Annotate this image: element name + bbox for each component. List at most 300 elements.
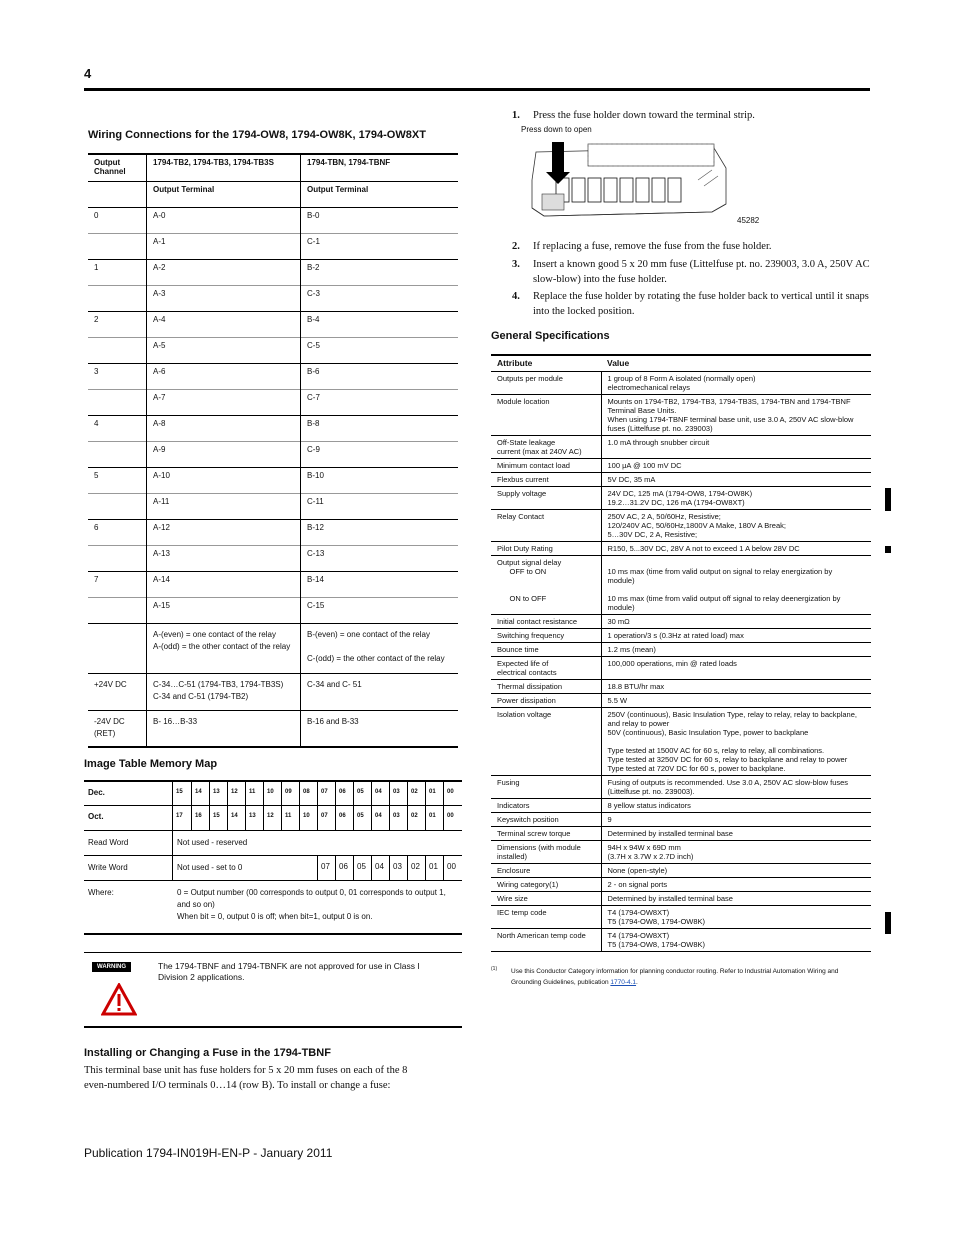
spec-value-line: (Littelfuse pt. no. 239003). xyxy=(607,787,695,796)
table-row xyxy=(88,673,458,710)
note-cell xyxy=(301,710,459,747)
spec-attribute xyxy=(491,487,601,510)
spec-value-line: 19.2…31.2V DC, 126 mA (1794-OW8XT) xyxy=(607,498,745,507)
table-row xyxy=(88,337,458,363)
spec-attribute-line: current (max at 240V AC) xyxy=(497,447,582,456)
warning-bottom-rule xyxy=(84,1026,462,1028)
note-line: B- 16…B-33 xyxy=(153,716,198,726)
warning-top-rule xyxy=(84,952,462,953)
note-cell xyxy=(301,673,459,710)
spec-attribute-line: OFF to ON xyxy=(497,567,547,576)
spec-attribute xyxy=(491,841,601,864)
terminal-cell: A-10 xyxy=(147,467,301,493)
spec-value-line: (3.7H x 3.7W x 2.7D inch) xyxy=(607,852,694,861)
spec-value xyxy=(601,542,871,556)
where-row xyxy=(84,880,462,935)
spec-row xyxy=(491,680,871,694)
spec-value xyxy=(601,615,871,629)
spec-value xyxy=(601,372,871,395)
note-cell xyxy=(147,673,301,710)
footnote xyxy=(491,966,871,988)
spec-value-line: fuses (Littelfuse pt. no. 239003) xyxy=(607,424,713,433)
spec-attribute-line: Switching frequency xyxy=(497,631,565,640)
spec-value-line: Terminal Base Units. xyxy=(607,406,677,415)
spec-attribute xyxy=(491,473,601,487)
spec-value-line: Fusing of outputs is recommended. Use 3.0 A, 250V AC slow-blow fuses xyxy=(607,778,849,787)
footnote-line1: Use this Conductor Category information for planning conductor routing. Refer to Industrial Automation Wiring and xyxy=(511,968,839,975)
step-text: Replace the fuse holder by rotating the fuse holder back to vertical until it snaps into the locked position. xyxy=(533,291,869,317)
channel-cell: 5 xyxy=(88,467,147,493)
channel-cell: 0 xyxy=(88,207,147,233)
terminal-cell: A-1 xyxy=(147,233,301,259)
spec-row xyxy=(491,436,871,459)
spec-row xyxy=(491,510,871,542)
terminal-cell: B-2 xyxy=(301,259,459,285)
specs-table xyxy=(491,354,871,952)
note-cell xyxy=(301,623,459,673)
write-bit-cell: 07 xyxy=(317,856,335,881)
header-output-channel: Output Channel xyxy=(88,154,147,181)
spec-row xyxy=(491,395,871,436)
bit-cell: 00 xyxy=(443,806,461,831)
spec-row xyxy=(491,906,871,929)
memory-map-title: Image Table Memory Map xyxy=(84,758,218,770)
spec-value-line: 120/240V AC, 50/60Hz,1800V A Make, 180V A Break; xyxy=(607,521,786,530)
note-line: C-34 and C-51 (1794-TB2) xyxy=(153,691,249,701)
spec-value xyxy=(601,680,871,694)
spec-value-line: 10 ms max (time from valid output on signal to relay energization by xyxy=(607,567,833,576)
bit-cell: 11 xyxy=(281,806,299,831)
figure-number: 45282 xyxy=(737,216,760,225)
terminal-cell: A-3 xyxy=(147,285,301,311)
spec-attribute-line: Dimensions (with module xyxy=(497,843,581,852)
spec-attribute-line: Module location xyxy=(497,397,550,406)
spec-attribute-line: Output signal delay xyxy=(497,558,562,567)
spec-value xyxy=(601,510,871,542)
spec-attribute-line: Off-State leakage xyxy=(497,438,556,447)
terminal-cell: C-5 xyxy=(301,337,459,363)
table-row xyxy=(88,415,458,441)
step-text: Press the fuse holder down toward the terminal strip. xyxy=(533,110,755,121)
read-label: Read Word xyxy=(88,838,129,847)
spec-row xyxy=(491,615,871,629)
spec-value-line: Mounts on 1794-TB2, 1794-TB3, 1794-TB3S, 1794-TBN and 1794-TBNF xyxy=(607,397,851,406)
terminal-cell: B-4 xyxy=(301,311,459,337)
header-tb2: 1794-TB2, 1794-TB3, 1794-TB3S xyxy=(147,154,301,181)
step-3 xyxy=(512,257,872,289)
spec-row xyxy=(491,556,871,615)
spec-attribute xyxy=(491,813,601,827)
terminal-cell: A-11 xyxy=(147,493,301,519)
write-bit-cell: 02 xyxy=(407,856,425,881)
specs-header-attribute: Attribute xyxy=(491,355,601,372)
spec-value-line: R150, 5...30V DC, 28V A not to exceed 1 A below 28V DC xyxy=(607,544,800,553)
step-number: 2. xyxy=(512,241,520,252)
terminal-cell: A-0 xyxy=(147,207,301,233)
spec-value xyxy=(601,708,871,776)
spec-value-line: 5.5 W xyxy=(607,696,628,705)
warning-text-line1: The 1794-TBNF and 1794-TBNFK are not approved for use in Class I xyxy=(158,961,420,971)
spec-value-line: Determined by installed terminal base xyxy=(607,894,733,903)
spec-value xyxy=(601,799,871,813)
spec-attribute xyxy=(491,892,601,906)
header-tbn: 1794-TBN, 1794-TBNF xyxy=(301,154,459,181)
spec-value xyxy=(601,841,871,864)
write-bit-cell: 05 xyxy=(353,856,371,881)
row-label: Dec. xyxy=(88,788,105,797)
fuse-section-title: Installing or Changing a Fuse in the 1794-TBNF xyxy=(84,1047,331,1059)
bit-cell: 05 xyxy=(353,806,371,831)
spec-value-line: 250V (continuous), Basic Insulation Type, relay to relay, relay to backplane, xyxy=(607,710,857,719)
spec-value-line: 10 ms max (time from valid output off signal to relay deenergization by xyxy=(607,594,841,603)
bit-cell: 15 xyxy=(209,806,227,831)
terminal-cell: A-4 xyxy=(147,311,301,337)
bit-cell: 03 xyxy=(389,806,407,831)
note-line: C-34 and C- 51 xyxy=(307,679,362,689)
spec-row xyxy=(491,892,871,906)
bit-cell: 03 xyxy=(389,782,407,807)
channel-cell xyxy=(88,285,147,311)
channel-cell xyxy=(88,597,147,623)
spec-row xyxy=(491,657,871,680)
warning-badge: WARNING xyxy=(92,962,131,972)
figure-caption: Press down to open xyxy=(521,125,592,134)
terminal-cell: B-10 xyxy=(301,467,459,493)
warning-triangle-icon xyxy=(101,983,137,1016)
spec-row xyxy=(491,473,871,487)
bit-cell: 02 xyxy=(407,782,425,807)
spec-attribute-line: Relay Contact xyxy=(497,512,545,521)
where-label: Where: xyxy=(88,888,114,897)
spec-row xyxy=(491,643,871,657)
spec-value-line: 5…30V DC, 2 A, Resistive; xyxy=(607,530,698,539)
table-row xyxy=(88,710,458,747)
spec-value xyxy=(601,436,871,459)
spec-value-line: 5V DC, 35 mA xyxy=(607,475,656,484)
spec-attribute-line: Thermal dissipation xyxy=(497,682,563,691)
spec-attribute xyxy=(491,929,601,952)
spec-attribute xyxy=(491,436,601,459)
spec-value-line: Determined by installed terminal base xyxy=(607,829,733,838)
spec-value xyxy=(601,776,871,799)
spec-value-line: and relay to power xyxy=(607,719,670,728)
terminal-cell: B-12 xyxy=(301,519,459,545)
spec-attribute xyxy=(491,395,601,436)
change-bar xyxy=(885,488,891,511)
spec-value-line: 18.8 BTU/hr max xyxy=(607,682,665,691)
spec-attribute-line: North American temp code xyxy=(497,931,586,940)
note-cell xyxy=(88,623,147,673)
write-bit-cell: 04 xyxy=(371,856,389,881)
spec-attribute xyxy=(491,615,601,629)
spec-value-line: T5 (1794-OW8, 1794-OW8K) xyxy=(607,917,706,926)
note-line: B-16 and B-33 xyxy=(307,716,359,726)
table-row xyxy=(88,571,458,597)
spec-value-line xyxy=(608,558,866,567)
spec-attribute-line xyxy=(497,576,595,585)
table-row xyxy=(88,623,458,673)
read-value: Not used - reserved xyxy=(177,838,248,847)
divider xyxy=(172,856,173,881)
terminal-cell: C-11 xyxy=(301,493,459,519)
write-bit-cell: 01 xyxy=(425,856,443,881)
table-row xyxy=(88,389,458,415)
spec-attribute xyxy=(491,629,601,643)
spec-attribute-line xyxy=(497,585,595,594)
spec-value-line: 94H x 94W x 69D mm xyxy=(607,843,681,852)
note-cell xyxy=(88,710,147,747)
note-line: (RET) xyxy=(94,728,116,738)
bit-cell: 06 xyxy=(335,782,353,807)
spec-attribute-line: Outputs per module xyxy=(497,374,563,383)
spec-value-line: module) xyxy=(607,576,635,585)
spec-row xyxy=(491,629,871,643)
terminal-cell: A-13 xyxy=(147,545,301,571)
bit-cell: 12 xyxy=(227,782,245,807)
spec-value-line: When using 1794-TBNF terminal base unit, use 3.0 A, 250V AC slow-blow xyxy=(607,415,854,424)
warning-text-line2: Division 2 applications. xyxy=(158,972,245,982)
spec-row xyxy=(491,864,871,878)
spec-attribute-line: Expected life of xyxy=(497,659,549,668)
table-row xyxy=(88,363,458,389)
divider xyxy=(172,831,173,856)
spec-attribute-line: ON to OFF xyxy=(497,594,547,603)
spec-value xyxy=(601,864,871,878)
spec-value-line: 1 operation/3 s (0.3Hz at rated load) max xyxy=(607,631,744,640)
channel-cell: 7 xyxy=(88,571,147,597)
spec-value xyxy=(601,643,871,657)
terminal-cell: A-6 xyxy=(147,363,301,389)
channel-cell: 4 xyxy=(88,415,147,441)
bit-row xyxy=(84,805,462,831)
spec-value-line: 250V AC, 2 A, 50/60Hz, Resistive; xyxy=(607,512,721,521)
terminal-cell: A-12 xyxy=(147,519,301,545)
spec-attribute xyxy=(491,680,601,694)
channel-cell xyxy=(88,233,147,259)
spec-row xyxy=(491,542,871,556)
spec-value-line: 24V DC, 125 mA (1794-OW8, 1794-OW8K) xyxy=(607,489,753,498)
note-cell xyxy=(88,673,147,710)
bit-cell: 07 xyxy=(317,806,335,831)
spec-value-line: T5 (1794-OW8, 1794-OW8K) xyxy=(607,940,706,949)
terminal-cell: A-8 xyxy=(147,415,301,441)
spec-attribute-line: Wire size xyxy=(497,894,528,903)
terminal-cell: A-7 xyxy=(147,389,301,415)
spec-row xyxy=(491,799,871,813)
spec-row xyxy=(491,813,871,827)
table-row xyxy=(88,285,458,311)
subheader-output-terminal: Output Terminal xyxy=(147,181,301,207)
spec-attribute-line: Pilot Duty Rating xyxy=(497,544,553,553)
note-line: A-(odd) = the other contact of the relay xyxy=(153,641,291,651)
channel-cell: 2 xyxy=(88,311,147,337)
spec-value-line: Type tested at 3250V DC for 60 s, relay to backplane and relay to power xyxy=(607,755,848,764)
table-row xyxy=(88,493,458,519)
spec-value-line: 30 mΩ xyxy=(607,617,630,626)
spec-value-line: None (open-style) xyxy=(607,866,668,875)
where-line: When bit = 0, output 0 is off; when bit=1, output 0 is on. xyxy=(177,912,373,921)
spec-value xyxy=(601,657,871,680)
spec-attribute-line: Keyswitch position xyxy=(497,815,559,824)
spec-attribute xyxy=(491,510,601,542)
spec-attribute-line: electrical contacts xyxy=(497,668,557,677)
spec-value xyxy=(601,929,871,952)
terminal-cell: C-13 xyxy=(301,545,459,571)
spec-attribute-line: Fusing xyxy=(497,778,520,787)
channel-cell xyxy=(88,337,147,363)
spec-value xyxy=(601,459,871,473)
spec-value-line: Type tested at 720V DC for 60 s, power to backplane. xyxy=(607,764,786,773)
wiring-title: Wiring Connections for the 1794-OW8, 1794-OW8K, 1794-OW8XT xyxy=(88,129,426,141)
table-row xyxy=(88,207,458,233)
table-row xyxy=(88,597,458,623)
bit-cell: 14 xyxy=(191,782,209,807)
bit-cell: 07 xyxy=(317,782,335,807)
spec-row xyxy=(491,929,871,952)
step-number: 3. xyxy=(512,259,520,270)
spec-value-line: 100,000 operations, min @ rated loads xyxy=(607,659,737,668)
bit-cell: 16 xyxy=(191,806,209,831)
where-line: and so on) xyxy=(177,900,215,909)
spec-attribute-line: Bounce time xyxy=(497,645,539,654)
step-text: If replacing a fuse, remove the fuse from the fuse holder. xyxy=(533,241,772,252)
table-row xyxy=(88,467,458,493)
bit-cell: 06 xyxy=(335,806,353,831)
terminal-cell: B-14 xyxy=(301,571,459,597)
bit-cell: 13 xyxy=(245,806,263,831)
terminal-cell: C-1 xyxy=(301,233,459,259)
spec-row xyxy=(491,841,871,864)
terminal-cell: A-9 xyxy=(147,441,301,467)
wiring-table xyxy=(88,153,458,748)
spec-value xyxy=(601,395,871,436)
bit-row xyxy=(84,780,462,807)
spec-attribute-line: Minimum contact load xyxy=(497,461,570,470)
terminal-cell: C-9 xyxy=(301,441,459,467)
subheader-output-terminal: Output Terminal xyxy=(301,181,459,207)
spec-value-line xyxy=(608,737,866,746)
specs-header-value: Value xyxy=(601,355,871,372)
page-number: 4 xyxy=(84,66,92,81)
bit-cell: 13 xyxy=(209,782,227,807)
note-line: +24V DC xyxy=(94,679,127,689)
footnote-end: . xyxy=(636,979,638,986)
spec-row xyxy=(491,372,871,395)
terminal-cell: A-2 xyxy=(147,259,301,285)
channel-cell: 6 xyxy=(88,519,147,545)
terminal-base-illustration xyxy=(528,138,740,224)
spec-value-line: 9 xyxy=(607,815,612,824)
terminal-cell: C-15 xyxy=(301,597,459,623)
spec-value-line: 8 yellow status indicators xyxy=(607,801,691,810)
spec-attribute xyxy=(491,776,601,799)
step-number: 1. xyxy=(512,110,520,121)
table-row xyxy=(88,441,458,467)
spec-row xyxy=(491,878,871,892)
spec-row xyxy=(491,694,871,708)
bit-cell: 08 xyxy=(299,782,317,807)
spec-value-line: 2 - on signal ports xyxy=(607,880,668,889)
spec-value xyxy=(601,906,871,929)
note-line: B-(even) = one contact of the relay xyxy=(307,629,430,639)
where-line: 0 = Output number (00 corresponds to output 0, 01 corresponds to output 1, xyxy=(177,888,446,897)
spec-value-line: T4 (1794-OW8XT) xyxy=(607,908,670,917)
terminal-cell: A-14 xyxy=(147,571,301,597)
step-4 xyxy=(512,289,872,321)
note-cell xyxy=(147,710,301,747)
channel-cell xyxy=(88,493,147,519)
table-row xyxy=(88,545,458,571)
specs-title: General Specifications xyxy=(491,330,610,342)
bit-cell: 09 xyxy=(281,782,299,807)
footnote-line2: Grounding Guidelines, publication xyxy=(511,979,611,986)
spec-attribute xyxy=(491,657,601,680)
spec-value-line: 100 μA @ 100 mV DC xyxy=(607,461,682,470)
terminal-cell: B-6 xyxy=(301,363,459,389)
table-row xyxy=(88,519,458,545)
fuse-body-line1: This terminal base unit has fuse holders for 5 x 20 mm fuses on each of the 8 xyxy=(84,1065,408,1076)
write-bit-cell: 06 xyxy=(335,856,353,881)
change-bar xyxy=(885,546,891,553)
spec-row xyxy=(491,459,871,473)
step-text: Insert a known good 5 x 20 mm fuse (Littelfuse pt. no. 239003, 3.0 A, 250V AC slow-blow) into the fuse holder. xyxy=(533,259,870,285)
publication-footer: Publication 1794-IN019H-EN-P - January 2011 xyxy=(84,1146,333,1160)
footnote-mark: (1) xyxy=(491,966,498,972)
bit-cell: 11 xyxy=(245,782,263,807)
spec-attribute xyxy=(491,694,601,708)
spec-value-line: electromechanical relays xyxy=(607,383,691,392)
step-number: 4. xyxy=(512,291,520,302)
spec-value-line: 1.2 ms (mean) xyxy=(607,645,656,654)
spec-attribute-line: Terminal screw torque xyxy=(497,829,571,838)
spec-attribute xyxy=(491,878,601,892)
spec-attribute-line: Wiring category(1) xyxy=(497,880,559,889)
footnote-link[interactable]: 1770-4.1 xyxy=(610,979,637,986)
spec-attribute xyxy=(491,372,601,395)
spec-attribute-line: Enclosure xyxy=(497,866,531,875)
spec-attribute-line: installed) xyxy=(497,852,528,861)
spec-attribute-line: Flexbus current xyxy=(497,475,549,484)
terminal-cell: C-3 xyxy=(301,285,459,311)
spec-attribute xyxy=(491,799,601,813)
bit-cell: 12 xyxy=(263,806,281,831)
spec-value xyxy=(601,878,871,892)
terminal-cell: B-0 xyxy=(301,207,459,233)
channel-cell: 1 xyxy=(88,259,147,285)
write-bit-cell: 03 xyxy=(389,856,407,881)
bit-cell: 02 xyxy=(407,806,425,831)
spec-attribute xyxy=(491,906,601,929)
bit-cell: 15 xyxy=(176,789,183,795)
bit-cell: 10 xyxy=(263,782,281,807)
spec-value-line: module) xyxy=(607,603,635,612)
step-1 xyxy=(512,108,872,124)
spec-value xyxy=(601,813,871,827)
read-row xyxy=(84,830,462,856)
bit-cell: 04 xyxy=(371,782,389,807)
header-rule xyxy=(84,88,870,91)
bit-cell: 01 xyxy=(425,806,443,831)
spec-value xyxy=(601,487,871,510)
spec-attribute xyxy=(491,708,601,776)
terminal-cell: A-5 xyxy=(147,337,301,363)
where-text xyxy=(177,887,446,923)
spec-attribute-line: IEC temp code xyxy=(497,908,547,917)
spec-attribute xyxy=(491,643,601,657)
bit-cell: 17 xyxy=(176,813,183,819)
channel-cell xyxy=(88,389,147,415)
spec-attribute-line: Power dissipation xyxy=(497,696,556,705)
